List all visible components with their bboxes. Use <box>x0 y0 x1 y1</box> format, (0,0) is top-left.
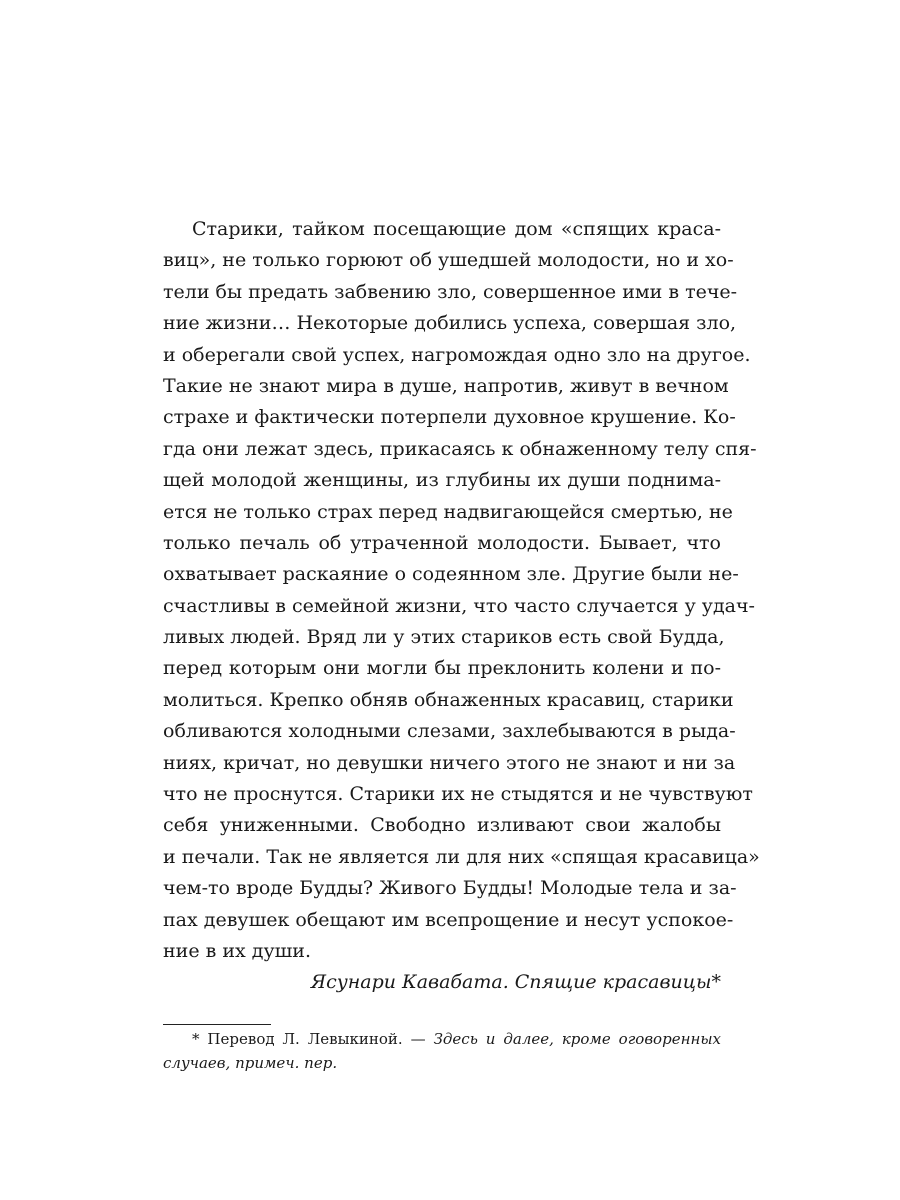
epigraph-line: что не проснутся. Старики их не стыдятся и не чувствуют <box>163 783 753 806</box>
epigraph-line: ние жизни… Некоторые добились успеха, совершая зло, <box>163 312 737 335</box>
epigraph-line: тели бы предать забвению зло, совершенное ими в тече- <box>163 280 738 303</box>
epigraph-line: ниях, кричат, но девушки ничего этого не знают и ни за <box>163 751 736 774</box>
epigraph-line: страхе и фактически потерпели духовное крушение. Ко- <box>163 406 736 429</box>
epigraph-line: охватывает раскаяние о содеянном зле. Другие были не- <box>163 563 739 586</box>
epigraph-line: Такие не знают мира в душе, напротив, живут в вечном <box>163 374 729 397</box>
epigraph-line: Старики, тайком посещающие дом «спящих краса- <box>192 218 721 240</box>
epigraph-line: обливаются холодными слезами, захлебываются в рыда- <box>163 720 736 743</box>
epigraph-line: пах девушек обещают им всепрощение и несут успокое- <box>163 908 734 931</box>
footnote-divider <box>163 1024 271 1025</box>
epigraph-line: и печали. Так не является ли для них «спящая красавица» <box>163 845 760 868</box>
epigraph-line: себя униженными. Свободно изливают свои жалобы <box>163 814 721 837</box>
footnote-note: Здесь и далее, кроме оговоренных случаев, примеч. пер. <box>163 1030 722 1072</box>
epigraph-line: счастливы в семейной жизни, что часто случается у удач- <box>163 594 755 617</box>
epigraph-line: ливых людей. Вряд ли у этих стариков есть свой Будда, <box>163 626 725 649</box>
epigraph-line: виц», не только горюют об ушедшей молодости, но и хо- <box>163 249 734 272</box>
epigraph-line: ется не только страх перед надвигающейся смертью, не <box>163 500 733 523</box>
epigraph-line: и оберегали свой успех, нагромождая одно зло на другое. <box>163 343 751 366</box>
footnote <box>163 1027 721 1075</box>
epigraph-line: ние в их души. <box>163 939 312 962</box>
epigraph-line: гда они лежат здесь, прикасаясь к обнаженному телу спя- <box>163 437 757 460</box>
epigraph-line: щей молодой женщины, из глубины их души поднима- <box>163 469 721 492</box>
epigraph-attribution: Ясунари Кавабата. Спящие красавицы* <box>310 971 721 994</box>
epigraph <box>163 214 760 999</box>
epigraph-text <box>163 214 760 967</box>
footnote-lead: * Перевод Л. Левыкиной. — <box>192 1030 434 1048</box>
epigraph-line: молиться. Крепко обняв обнаженных красавиц, старики <box>163 688 734 711</box>
epigraph-line: чем-то вроде Будды? Живого Будды! Молодые тела и за- <box>163 877 737 900</box>
epigraph-line: перед которым они могли бы преклонить колени и по- <box>163 657 721 680</box>
epigraph-line: только печаль об утраченной молодости. Бывает, что <box>163 531 721 554</box>
